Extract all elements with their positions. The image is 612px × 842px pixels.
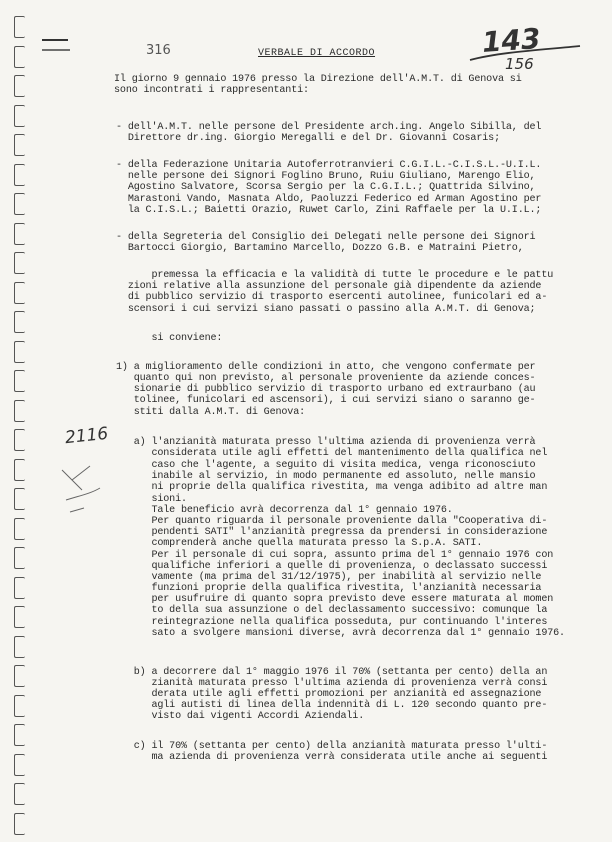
document-line: zianità maturata presso l'ultima azienda di provenienza verrà consi [116, 678, 548, 689]
document-line: funzioni proprie della qualifica rivestita, l'anzianità necessaria [116, 583, 542, 594]
document-line: Direttore dr.ing. Giorgio Meregalli e del Dr. Giovanni Cosaris; [116, 133, 500, 144]
document-line: stiti dalla A.M.T. di Genova: [116, 407, 306, 418]
document-line: inabile al servizio, in modo permanente ed assoluto, nelle mansio [116, 471, 536, 482]
document-line: - dell'A.M.T. nelle persone del Presidente arch.ing. Angelo Sibilla, del [116, 122, 542, 133]
handwritten-number-top-left: 316 [146, 43, 171, 58]
handwritten-margin-number: 2116 [64, 423, 110, 449]
document-line: comprenderà anche quella maturata presso la S.p.A. SATI. [116, 538, 483, 549]
document-line: Per il personale di cui sopra, assunto prima del 1° gennaio 1976 con [116, 550, 554, 561]
document-line: - della Federazione Unitaria Autoferrotranvieri C.G.I.L.-C.I.S.L.-U.I.L. [116, 160, 542, 171]
document-line: derata utile agli effetti promozioni per anzianità ed assegnazione [116, 689, 542, 700]
handwritten-number-top-right: 143 [480, 22, 542, 59]
document-line: scensori i cui servizi siano passati o passino alla A.M.T. di Genova; [116, 304, 536, 315]
document-line: b) a decorrere dal 1° maggio 1976 il 70% (settanta per cento) della an [116, 667, 548, 678]
document-line: 1) a miglioramento delle condizioni in atto, che vengono confermate per [116, 362, 536, 373]
document-line: pendenti SATI" l'anzianità pregressa da prendersi in considerazione [116, 527, 548, 538]
handwritten-number-top-right-2: 156 [505, 55, 534, 73]
document-line: si conviene: [116, 333, 223, 344]
document-line: visto dai vigenti Accordi Aziendali. [116, 711, 365, 722]
document-line: sono incontrati i rappresentanti: [114, 85, 309, 96]
document-line: ni proprie della qualifica rivestita, ma venga adibito ad altre man [116, 482, 548, 493]
document-line: Marastoni Vando, Masnata Aldo, Paoluzzi Federico ed Arman Agostino per [116, 194, 542, 205]
document-line: quanto qui non previsto, al personale proveniente da aziende conces- [116, 373, 536, 384]
document-line: to della sua assunzione o del declassamento successivo: comunque la [116, 605, 548, 616]
document-line: per usufruire di quanto sopra previsto deve essere maturata al momen [116, 594, 554, 605]
document-line: zioni relative alla assunzione del personale già dipendente da aziende [116, 281, 542, 292]
document-line: Agostino Salvatore, Scorsa Sergio per la C.G.I.L.; Quattrida Silvino, [116, 182, 536, 193]
document-line: premessa la efficacia e la validità di tutte le procedure e le pattu [116, 270, 554, 281]
document-line: caso che l'agente, a seguito di visita medica, venga riconosciuto [116, 460, 536, 471]
document-line: di pubblico servizio di trasporto esercenti autolinee, funicolari ed a- [116, 292, 548, 303]
document-line: Tale beneficio avrà decorrenza dal 1° gennaio 1976. [116, 505, 453, 516]
document-title: VERBALE DI ACCORDO [258, 48, 376, 59]
document-line: considerata utile agli effetti del mantenimento della qualifica nel [116, 448, 548, 459]
document-line: nelle persone dei Signori Foglino Bruno, Ruiu Giuliano, Marengo Elio, [116, 171, 536, 182]
document-line: Bartocci Giorgio, Bartamino Marcello, Dozzo G.B. e Matraini Pietro, [116, 243, 524, 254]
document-line: vamente (ma prima del 31/12/1975), per inabilità al servizio nelle [116, 572, 542, 583]
document-line: ma azienda di provenienza verrà considerata utile anche ai seguenti [116, 752, 548, 763]
document-line: sionarie di pubblico servizio di trasporto urbano ed extraurbano (au [116, 384, 536, 395]
document-line: - della Segreteria del Consiglio dei Delegati nelle persone dei Signori [116, 232, 536, 243]
document-line: sato a svolgere mansioni diverse, avrà decorrenza dal 1° gennaio 1976. [116, 628, 565, 639]
document-line: sioni. [116, 494, 187, 505]
document-line: tolinee, funicolari ed ascensori), i cui servizi siano o saranno ge- [116, 395, 536, 406]
document-line: Il giorno 9 gennaio 1976 presso la Direzione dell'A.M.T. di Genova si [114, 74, 522, 85]
document-line: qualifiche inferiori a quelle di provenienza, o declassato successi [116, 561, 548, 572]
document-line: a) l'anzianità maturata presso l'ultima azienda di provenienza verrà [116, 437, 536, 448]
document-line: agli autisti di linea della indennità di L. 120 secondo quanto pre- [116, 700, 548, 711]
document-line: la C.I.S.L.; Baietti Orazio, Ruwet Carlo, Zini Raffaele per la U.I.L.; [116, 205, 542, 216]
document-line: reintegrazione nella qualifica posseduta, pur continuando l'interes [116, 617, 548, 628]
document-line: c) il 70% (settanta per cento) della anzianità maturata presso l'ulti- [116, 741, 548, 752]
document-line: Per quanto riguarda il personale proveniente dalla "Cooperativa di- [116, 516, 548, 527]
